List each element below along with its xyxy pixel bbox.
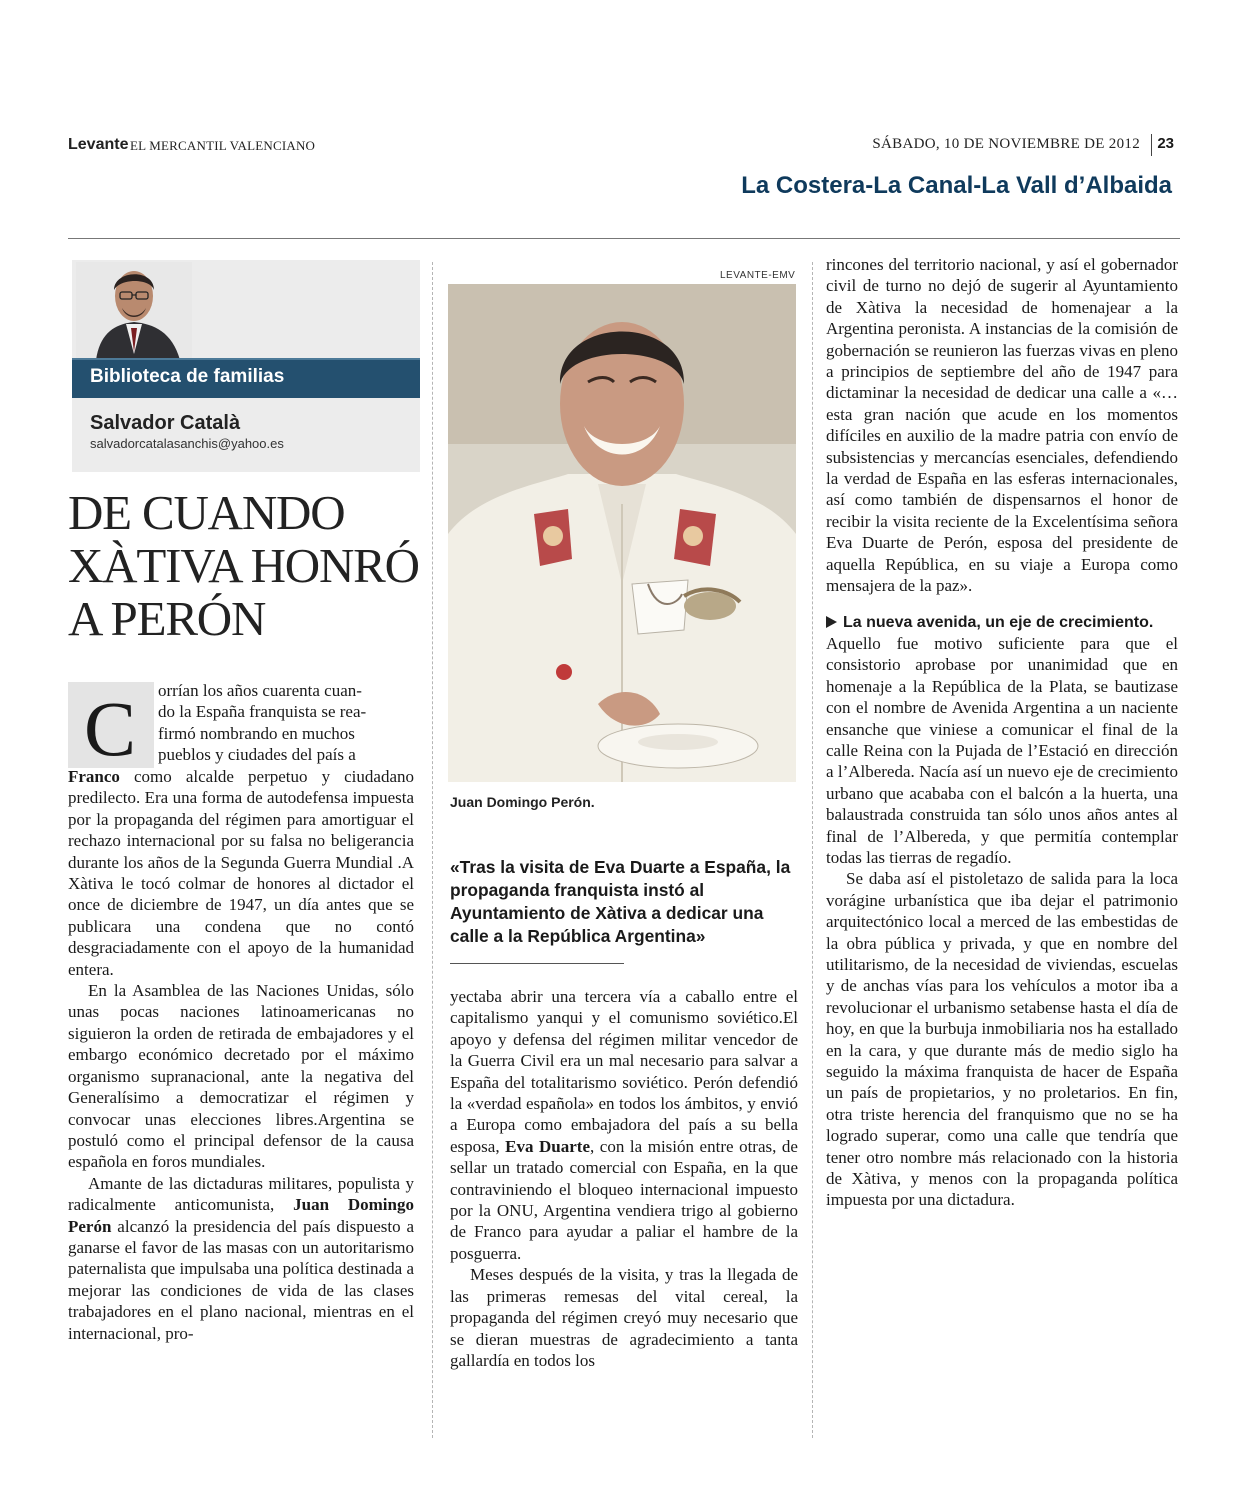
author-email: salvadorcatalasanchis@yahoo.es [90, 436, 284, 451]
paragraph: Se daba así el pistoletazo de salida para la loca vorágine urbanística que iba dejar el patrimonio arquitectónico local a merced de las embestidas de la obra pública y privada, y que en nombre del utilitarismo, de la necesidad de viviendas, escuelas y de anchas vías para los vehículos a motor iba a revolucionar el urbanismo setabense hasta el día de hoy, en que la burbuja inmobiliaria nos ha estallado en la cara, y que durante más de medio siglo ha seguido la máxima franquista de hacer de España un país de propietarios, y no proletarios. En fin, otra triste herencia del franquismo que no se ha logrado superar, como una calle que tendría que tener otro nombre más relacionado con la historia de Xàtiva, y menos con la propaganda política impuesta por una dictadura. [826, 869, 1178, 1210]
section-title: La Costera-La Canal-La Vall d’Albaida [741, 172, 1172, 199]
column-1-lead [158, 680, 414, 766]
paragraph-text: yectaba abrir una tercera vía a caballo entre el capitalismo yanqui y el comunismo soviético.El apoyo y defensa del régimen militar vencedor de la Guerra Civil era un mal necesario para salvar a España del totalitarismo soviético. Perón defendió la «verdad española» en todos los ámbitos, y envió a Europa como embajadora del país a su bella esposa, [450, 987, 798, 1156]
subhead [826, 611, 1178, 633]
paragraph-text: Amante de las dictaduras militares, populista y radicalmente anticomunista, [68, 1173, 414, 1215]
lead-line: do la España franquista se rea- [158, 702, 367, 722]
dateline: SÁBADO, 10 DE NOVIEMBRE DE 2012 [872, 136, 1140, 152]
peron-photo [448, 284, 796, 782]
dropcap-letter: C [84, 685, 137, 772]
column-divider [432, 262, 433, 1438]
column-2 [450, 986, 798, 1371]
masthead [68, 136, 1180, 158]
bold-name: Eva Duarte [505, 1136, 590, 1156]
headline-line: A PERÓN [68, 591, 266, 646]
paragraph [68, 1173, 414, 1344]
subhead-text: La nueva avenida, un eje de crecimiento [843, 613, 1149, 631]
paragraph [450, 986, 798, 1264]
pull-quote-rule [450, 963, 624, 964]
bold-name: Juan Domingo Perón [68, 1195, 414, 1236]
lead-line: firmó nombrando en muchos [158, 723, 355, 743]
author-portrait [76, 262, 192, 360]
bold-name: Franco [68, 767, 120, 786]
paragraph-text: como alcalde perpetuo y ciudadano predilecto. Era una forma de autodefensa impuesta por la propaganda del régimen para amortiguar el rechazo internacional por su falsa no beligerancia durante los años de la Segunda Guerra Mundial .A Xàtiva le tocó colmar de honores al dictador el once de diciembre de 1947, un día antes que se publicara una condena que no contó desgraciadamente con el apoyo de la humanidad entera. [68, 767, 414, 979]
paragraph [68, 766, 414, 980]
pull-quote: «Tras la visita de Eva Duarte a España, la propaganda franquista instó al Ayuntamiento de Xàtiva a dedicar una calle a la República Argentina» [450, 857, 791, 946]
page-separator [1151, 134, 1152, 156]
dropcap-box [68, 682, 154, 772]
paragraph: En la Asamblea de las Naciones Unidas, sólo unas pocas naciones latinoamericanas no siguieron la orden de retirada de embajadores y el embargo económico decretado por el máximo organismo supranacional, ante la negativa del Generalísimo a democratizar el régimen y convocar unas elecciones libres.Argentina se postuló como el principal defensor de la causa española en foros mundiales. [68, 981, 414, 1172]
column-category-bar [72, 358, 420, 398]
photo-credit: LEVANTE-EMV [720, 270, 796, 281]
paragraph-text: , con la misión entre otras, de sellar un tratado comercial con España, en la que contraviniendo el bloqueo internacional impuesto por la ONU, Argentina vendiera trigo al gobierno de Franco para ayudar a paliar el hambre de la posguerra. [450, 1136, 798, 1263]
paragraph: Meses después de la visita, y tras la llegada de las primeras remesas del vital cereal, la propaganda del régimen creyó muy necesario que se dieran muestras de agradecimiento a tanta gallardía en todos los [450, 1265, 798, 1370]
lead-line: orrían los años cuarenta cuan- [158, 681, 362, 700]
photo-caption: Juan Domingo Perón. [450, 794, 595, 810]
brand-subtitle: EL MERCANTIL VALENCIANO [130, 138, 316, 153]
column-divider [812, 262, 813, 1438]
column-1 [68, 766, 414, 1344]
brand-logo: Levante [68, 136, 129, 153]
column-3 [826, 254, 1178, 1211]
column-category: Biblioteca de familias [90, 366, 285, 387]
author-name: Salvador Català [90, 412, 241, 434]
headline [68, 486, 428, 645]
headline-line: XÀTIVA HONRÓ [68, 538, 419, 593]
page-number: 23 [1157, 135, 1174, 152]
lead-line: pueblos y ciudades del país a [158, 745, 356, 765]
header-divider [68, 238, 1180, 239]
paragraph-text: alcanzó la presidencia del país dispuesto a ganarse el favor de las masas con un autoritarismo paternalista que impulsaba una política destinada a mejorar las condiciones de vida de las clases trabajadores en el plano nacional, mientras en el internacional, pro- [68, 1216, 414, 1343]
headline-line: DE CUANDO [68, 485, 345, 540]
paragraph: Aquello fue motivo suficiente para que el consistorio aprobase por unanimidad que en homenaje a la República de la Plata, se bautizase con el nombre de Avenida Argentina a un naciente ensanche que viniese a comunicar el final de la calle Reina con la Pujada de l’Estació en dirección a l’Albereda. Nacía así un nuevo eje de crecimiento urbano que acababa con el balcón a la huerta, una balaustrada construida tan sólo unos años antes al final de l’Albereda, y que permitía contemplar todas las tierras de regadío. [826, 633, 1178, 867]
paragraph: rincones del territorio nacional, y así el gobernador civil de turno no dejó de sugerir al Ayuntamiento de Xàtiva la necesidad de homenajear a la Argentina peronista. A instancias de la comisión de gobernación se reunieron las fuerzas vivas en pleno a principios de septiembre del año de 1947 para dictaminar la necesidad de dedicar una calle a «…esta gran nación que acude en los momentos difíciles en auxilio de la madre patria con envío de subsistencias y mercancías esenciales, defendiendo la verdad de España en las esferas internacionales, así como también de dispensarnos el honor de recibir la visita reciente de la Excelentísima señora Eva Duarte de Perón, esposa del presidente de aquella República, en su viaje a Europa como mensajera de la paz». [826, 255, 1178, 596]
arrow-icon [826, 616, 837, 628]
subhead-period: . [1148, 613, 1154, 631]
